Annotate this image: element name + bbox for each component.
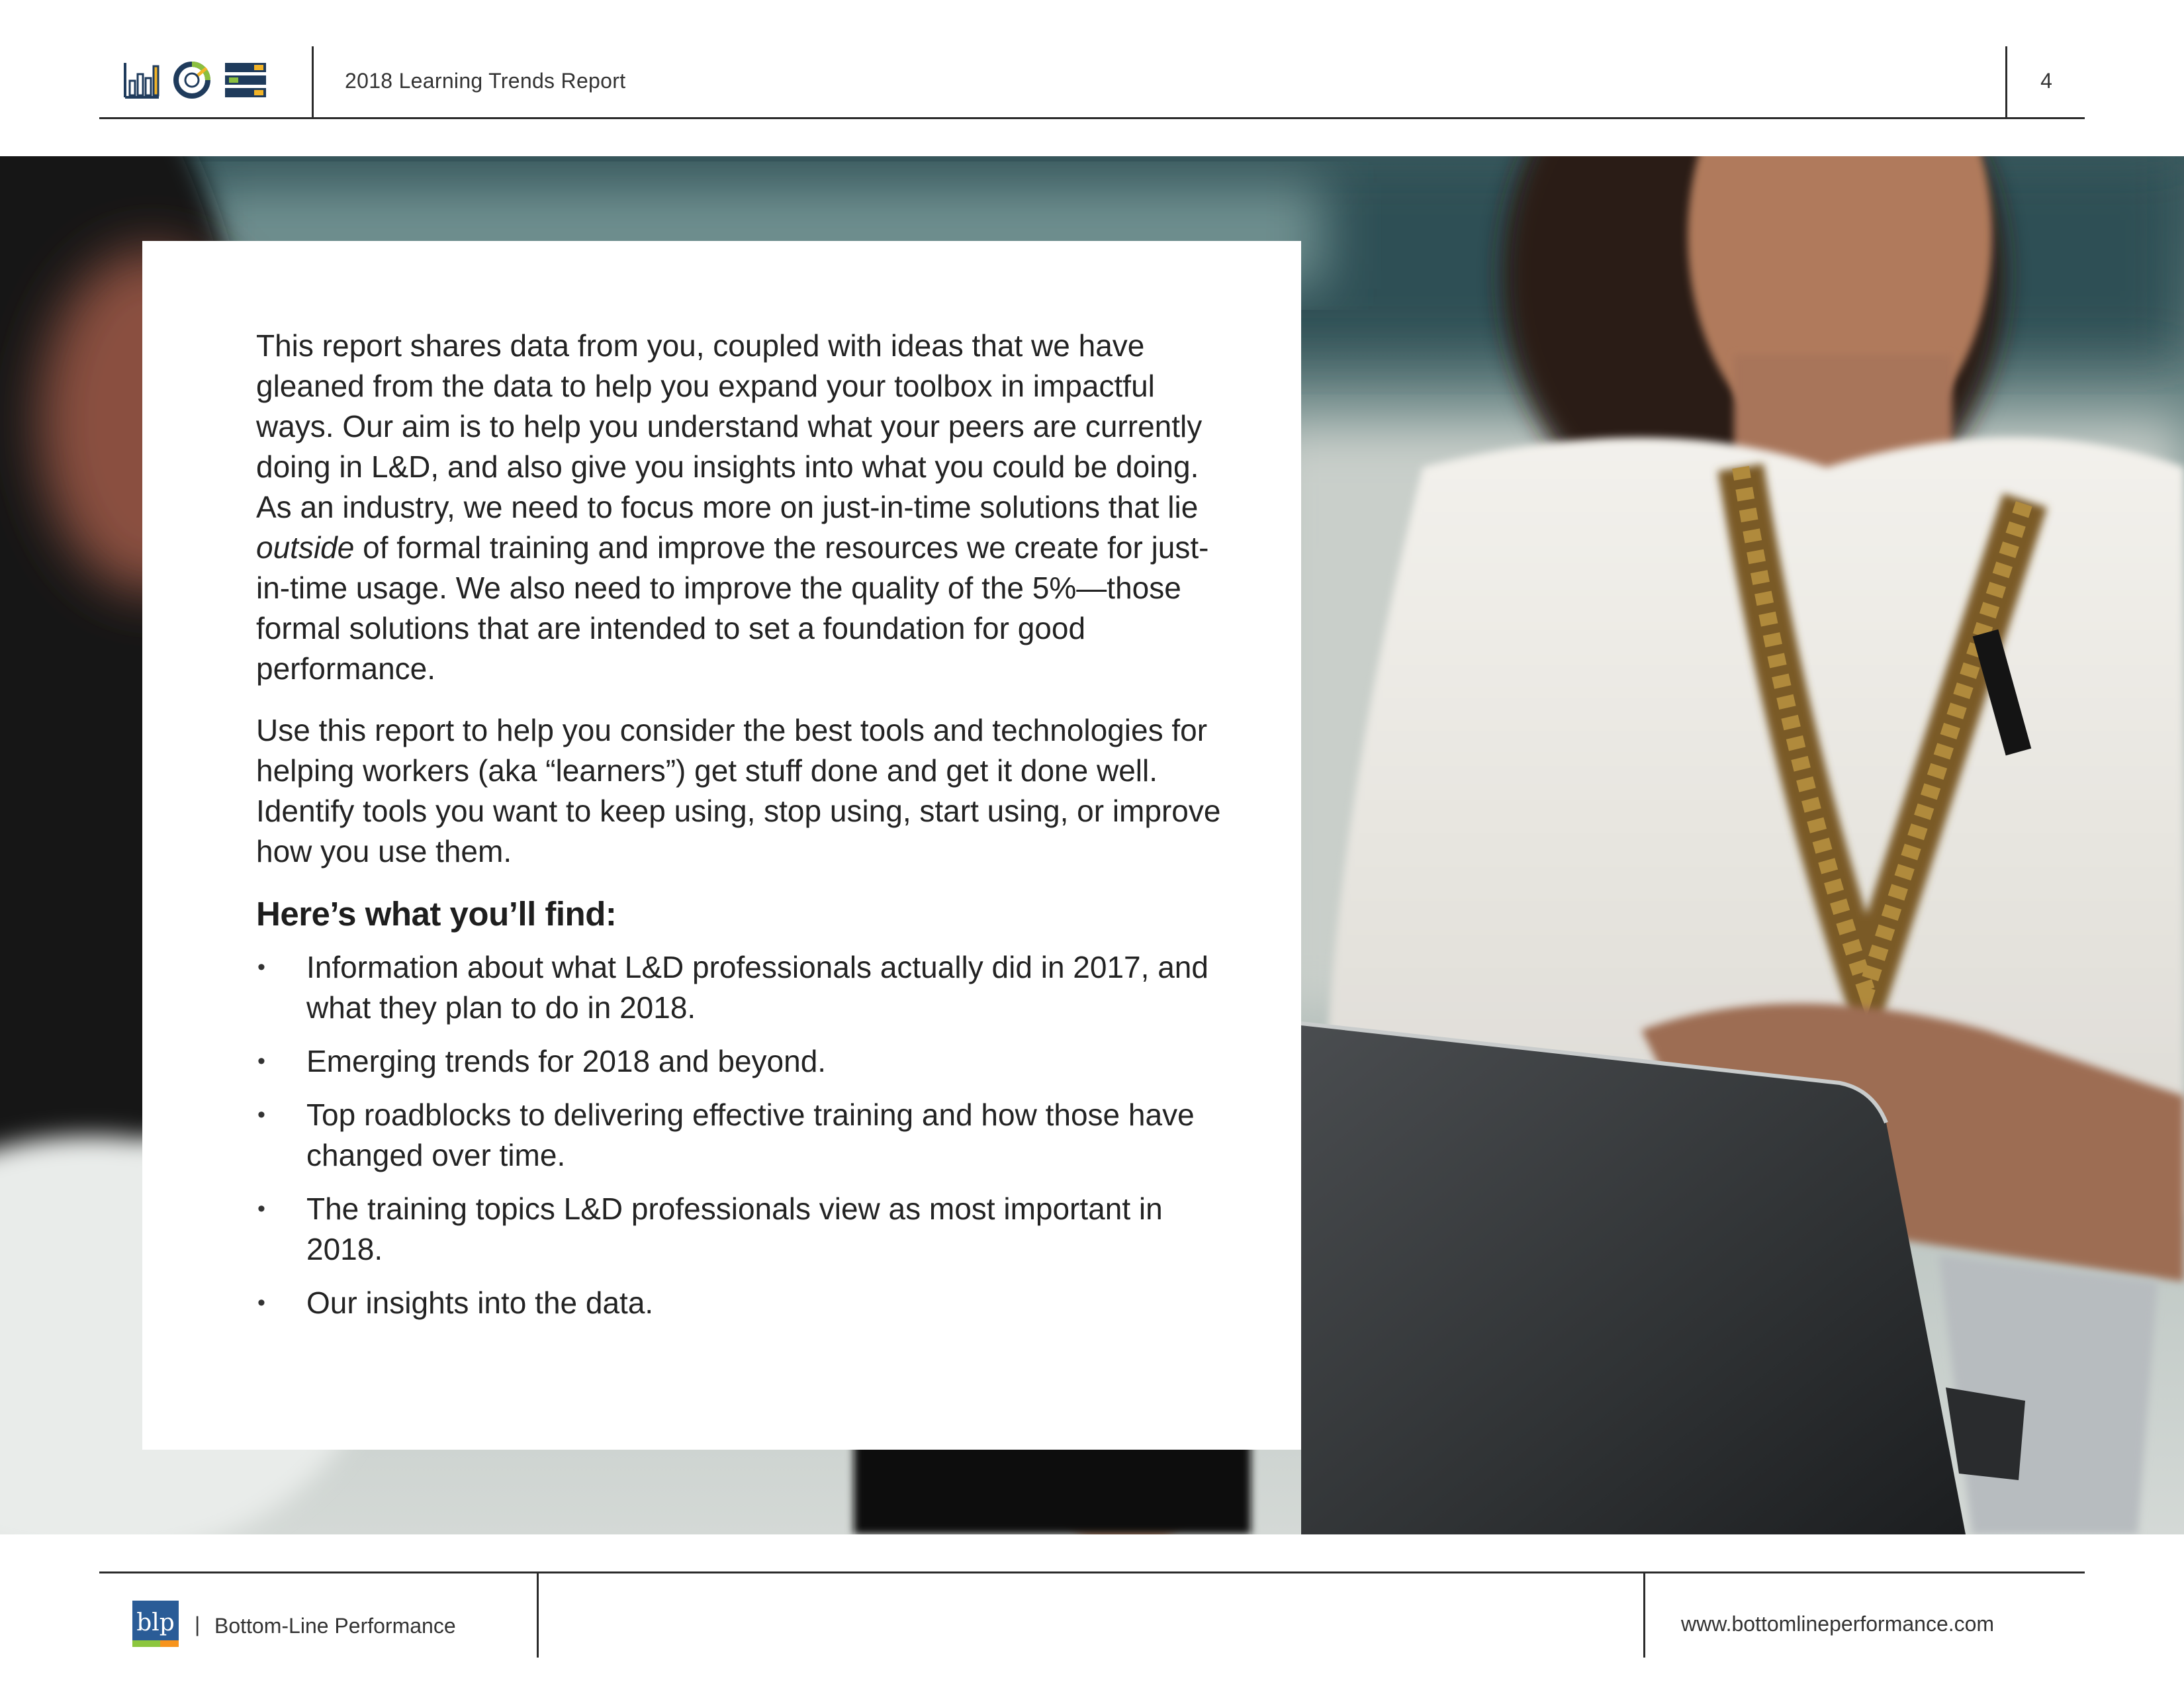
bullet-icon: • <box>257 1196 265 1221</box>
usage-paragraph: Use this report to help you consider the best tools and technologies for helping workers (aka “learners”) get stuff done and get it done well. Identify tools you want to keep using, stop using, start using, or improve how you use them. <box>256 713 1221 868</box>
donut-chart-icon <box>172 60 212 103</box>
footer-separator: | <box>195 1613 201 1636</box>
findings-list <box>256 947 1229 1323</box>
footer-divider-right <box>1643 1571 1645 1658</box>
footer-divider-left <box>537 1571 539 1658</box>
page-number: 4 <box>2040 69 2052 93</box>
blp-logo-icon <box>132 1601 179 1647</box>
list-item <box>256 1041 1229 1082</box>
footer-rule <box>99 1571 2085 1573</box>
intro-paragraph <box>256 326 1229 689</box>
content-body <box>256 326 1229 1336</box>
bullet-icon: • <box>257 1102 265 1127</box>
website-link[interactable]: www.bottomlineperformance.com <box>1681 1612 1995 1636</box>
logo-text: blp <box>136 1609 175 1636</box>
background-photo <box>0 156 2184 1534</box>
intro-text-end: of formal training and improve the resources we create for just-in-time usage. We also need to improve the quality of the 5%—those formal solutions that are intended to set a foundation for good performance. <box>256 530 1209 686</box>
company-name: Bottom-Line Performance <box>214 1614 456 1638</box>
page-footer <box>0 1534 2184 1688</box>
section-heading: Here’s what you’ll find: <box>256 895 617 933</box>
list-item-text: Emerging trends for 2018 and beyond. <box>306 1044 827 1078</box>
list-item-text: Top roadblocks to delivering effective training and how those have changed over time. <box>306 1098 1195 1172</box>
content-card <box>142 241 1301 1450</box>
intro-text-start: This report shares data from you, coupled with ideas that we have gleaned from the data to help you expand your toolbox in impactful ways. Our aim is to help you understand what your peers are currently doing in L&D, and also give you insights into what you could be doing. As an industry, we need to focus more on just-in-time solutions that lie <box>256 328 1203 524</box>
report-title: 2018 Learning Trends Report <box>345 69 626 93</box>
list-item <box>256 1283 1229 1323</box>
header-rule <box>99 117 2085 119</box>
list-item <box>256 1095 1229 1176</box>
header-divider-right <box>2005 46 2007 119</box>
bullet-icon: • <box>257 1049 265 1074</box>
header-icon-group <box>123 61 267 102</box>
list-item-text: The training topics L&D professionals view as most important in 2018. <box>306 1192 1163 1266</box>
page-header <box>0 0 2184 156</box>
bar-chart-icon <box>123 61 160 103</box>
intro-emphasis: outside <box>256 530 355 565</box>
bullet-icon: • <box>257 955 265 980</box>
header-divider-left <box>312 46 314 119</box>
list-item <box>256 947 1229 1028</box>
list-item <box>256 1189 1229 1270</box>
stacked-bars-icon <box>224 62 267 102</box>
list-item-text: Our insights into the data. <box>306 1286 654 1320</box>
list-item-text: Information about what L&D professionals actually did in 2017, and what they plan to do in 2018. <box>306 950 1208 1025</box>
bullet-icon: • <box>257 1290 265 1315</box>
